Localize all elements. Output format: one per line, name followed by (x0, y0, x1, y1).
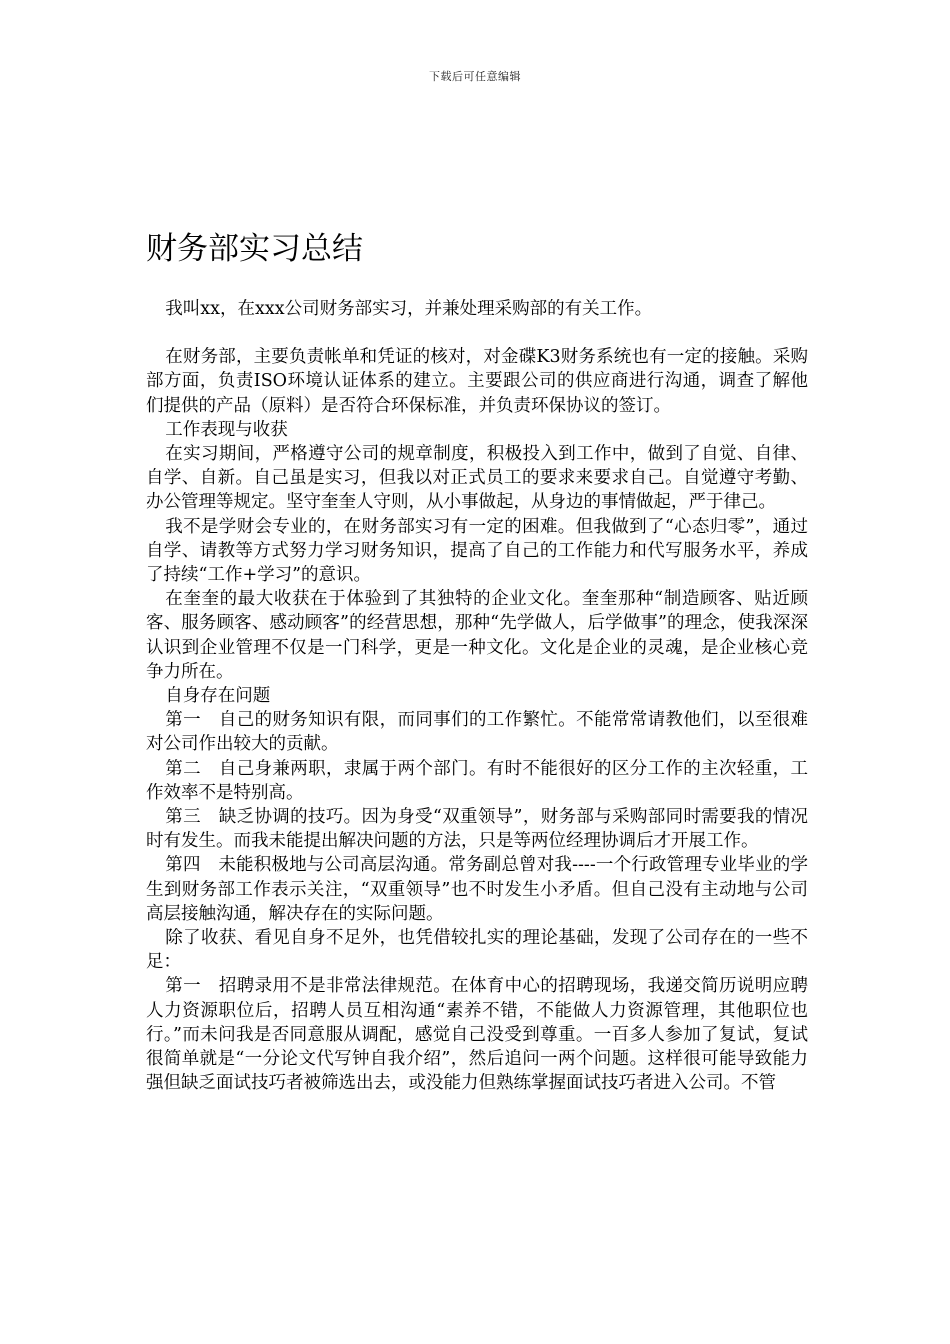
document-body (146, 297, 808, 1096)
paragraph-duties: 在财务部，主要负责帐单和凭证的核对，对金碟K3财务系统也有一定的接触。采购部方面，负责ISO环境认证体系的建立。主要跟公司的供应商进行沟通，调查了解他们提供的产品（原料）是否符合环保标准，并负责环保协议的签订。 (146, 347, 808, 416)
paragraph-discipline: 在实习期间，严格遵守公司的规章制度，积极投入到工作中，做到了自觉、自律、自学、自新。自己虽是实习，但我以对正式员工的要求来要求自己。自觉遵守考勤、办公管理等规定。坚守奎奎人守则，从小事做起，从身边的事情做起，严于律己。 (146, 444, 808, 513)
section-heading-problems: 自身存在问题 (165, 686, 271, 707)
paragraph-intro: 我叫xx，在xxx公司财务部实习，并兼处理采购部的有关工作。 (165, 299, 653, 319)
paragraph-company-issues-intro: 除了收获、看见自身不足外，也凭借较扎实的理论基础，发现了公司存在的一些不足： (146, 928, 808, 973)
paragraph-problem-1: 第一 自己的财务知识有限，而同事们的工作繁忙。不能常常请教他们，以至很难对公司作出较大的贡献。 (146, 710, 808, 755)
paragraph-culture: 在奎奎的最大收获在于体验到了其独特的企业文化。奎奎那种“制造顾客、贴近顾客、服务顾客、感动顾客”的经营思想，那种“先学做人，后学做事”的理念，使我深深认识到企业管理不仅是一门科学，更是一种文化。文化是企业的灵魂，是企业核心竞争力所在。 (146, 589, 808, 682)
section-heading-performance: 工作表现与收获 (165, 419, 288, 440)
page-header: 下载后可任意编辑 (429, 70, 521, 83)
document-title: 财务部实习总结 (146, 231, 363, 267)
paragraph-company-issue-1: 第一 招聘录用不是非常法律规范。在体育中心的招聘现场，我递交简历说明应聘人力资源职位后，招聘人员互相沟通“素养不错，不能做人力资源管理，其他职位也行。”而未问我是否同意服从调配，感觉自己没受到尊重。一百多人参加了复试，复试很简单就是“一分论文代写钟自我介绍”，然后追问一两个问题。这样很可能导致能力强但缺乏面试技巧者被筛选出去，或没能力但熟练掌握面试技巧者进入公司。不管 (146, 976, 808, 1094)
paragraph-problem-4: 第四 未能积极地与公司高层沟通。常务副总曾对我----一个行政管理专业毕业的学生到财务部工作表示关注，“双重领导”也不时发生小矛盾。但自己没有主动地与公司高层接触沟通，解决存在的实际问题。 (146, 855, 808, 924)
paragraph-problem-3: 第三 缺乏协调的技巧。因为身受“双重领导”，财务部与采购部同时需要我的情况时有发生。而我未能提出解决问题的方法，只是等两位经理协调后才开展工作。 (146, 807, 808, 852)
paragraph-problem-2: 第二 自己身兼两职，隶属于两个部门。有时不能很好的区分工作的主次轻重，工作效率不是特别高。 (146, 758, 808, 803)
paragraph-learning: 我不是学财会专业的，在财务部实习有一定的困难。但我做到了“心态归零”，通过自学、请教等方式努力学习财务知识，提高了自己的工作能力和代写服务水平，养成了持续“工作+学习”的意识。 (146, 516, 808, 586)
